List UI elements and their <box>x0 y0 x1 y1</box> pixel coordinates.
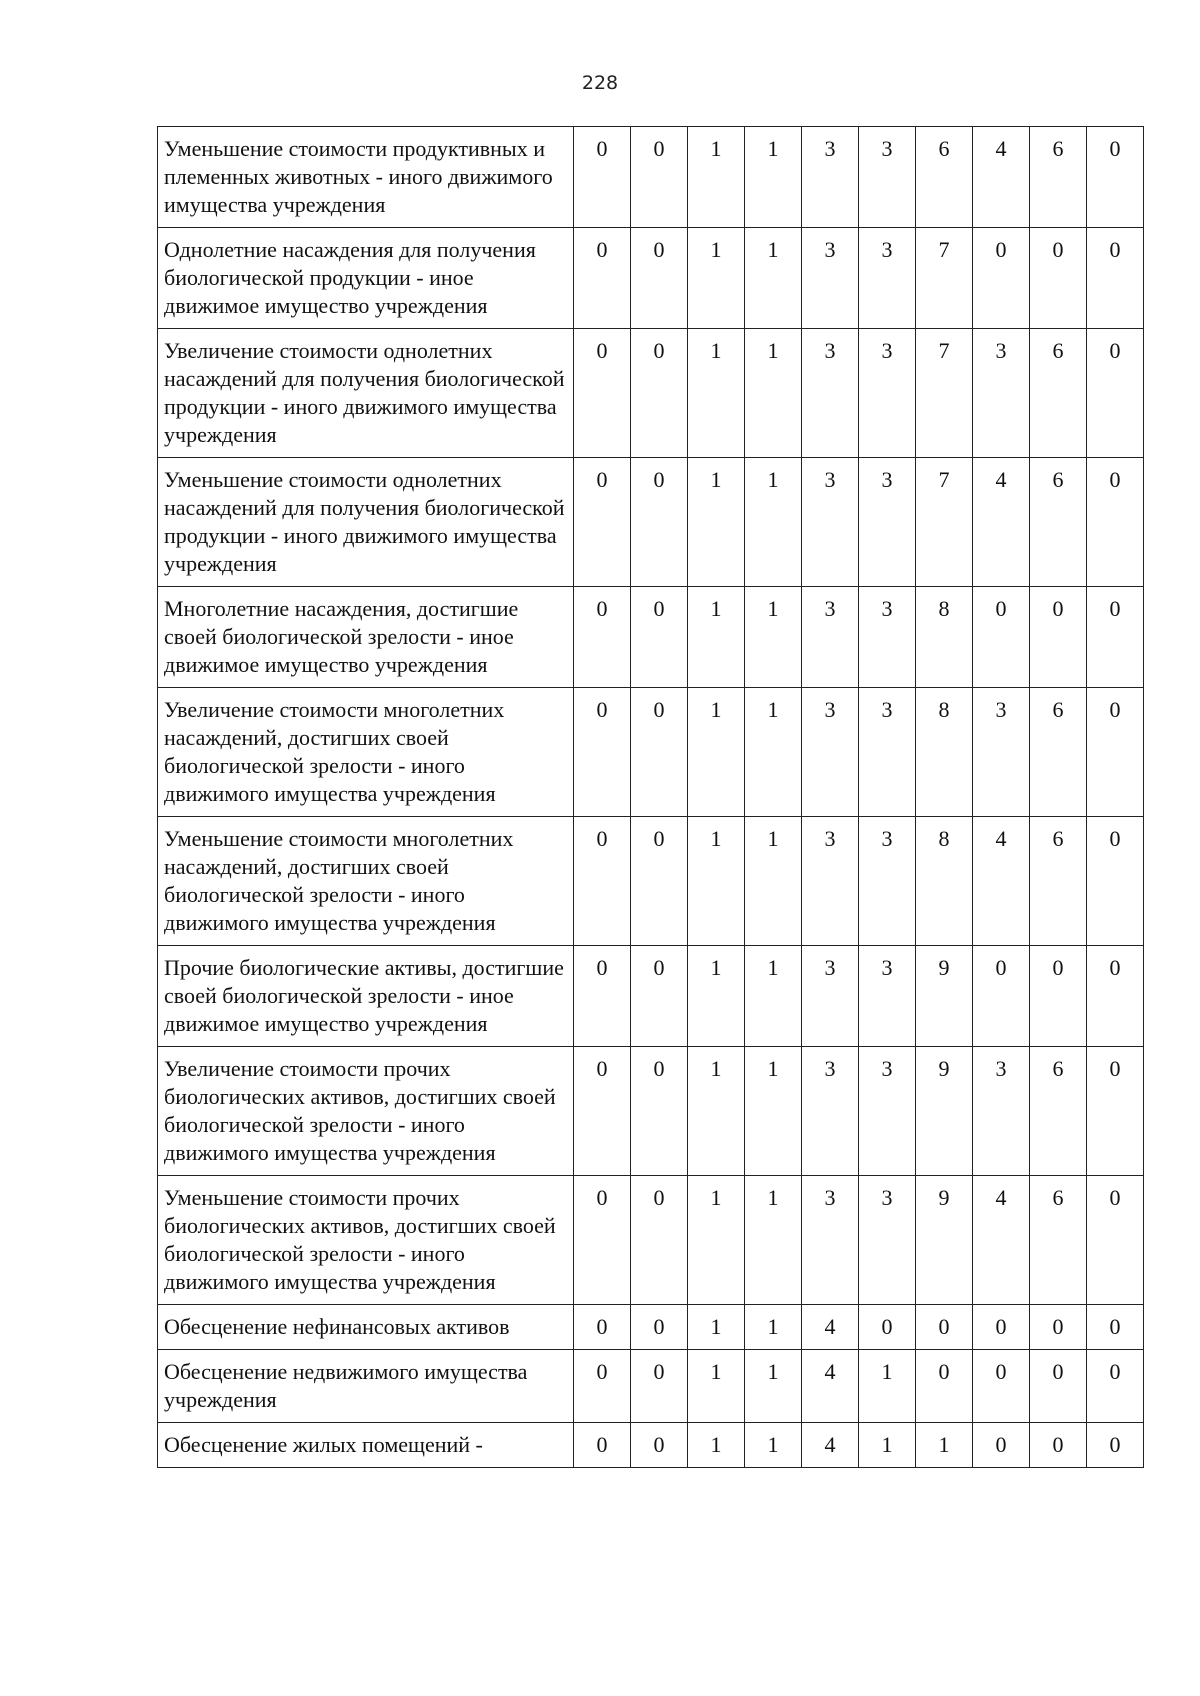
code-digit: 0 <box>1087 458 1144 587</box>
code-digit: 0 <box>973 1305 1030 1350</box>
row-description: Уменьшение стоимости продуктивных и племенных животных - иного движимого имущества учреждения <box>158 127 574 228</box>
code-digit: 0 <box>1087 1047 1144 1176</box>
code-digit: 1 <box>916 1423 973 1468</box>
code-digit: 0 <box>631 458 688 587</box>
code-digit: 0 <box>631 228 688 329</box>
code-digit: 1 <box>745 1350 802 1423</box>
code-digit: 1 <box>688 817 745 946</box>
code-digit: 6 <box>1030 1047 1087 1176</box>
code-digit: 0 <box>1030 587 1087 688</box>
code-digit: 0 <box>631 1423 688 1468</box>
code-digit: 1 <box>688 688 745 817</box>
row-description: Обесценение жилых помещений - <box>158 1423 574 1468</box>
code-digit: 1 <box>688 946 745 1047</box>
row-description: Обесценение недвижимого имущества учреждения <box>158 1350 574 1423</box>
code-digit: 0 <box>574 1350 631 1423</box>
code-digit: 0 <box>574 458 631 587</box>
code-digit: 6 <box>1030 329 1087 458</box>
code-digit: 0 <box>1030 946 1087 1047</box>
code-digit: 8 <box>916 817 973 946</box>
code-digit: 0 <box>1087 1176 1144 1305</box>
row-description: Обесценение нефинансовых активов <box>158 1305 574 1350</box>
table-row <box>158 946 1144 1047</box>
code-digit: 1 <box>688 1423 745 1468</box>
code-digit: 0 <box>1030 1305 1087 1350</box>
table-row <box>158 1423 1144 1468</box>
code-digit: 0 <box>1087 817 1144 946</box>
code-digit: 3 <box>973 688 1030 817</box>
table-row <box>158 817 1144 946</box>
code-digit: 7 <box>916 458 973 587</box>
code-digit: 1 <box>688 329 745 458</box>
code-digit: 9 <box>916 946 973 1047</box>
code-digit: 9 <box>916 1176 973 1305</box>
table-row <box>158 1047 1144 1176</box>
table-row <box>158 1305 1144 1350</box>
table-row <box>158 1176 1144 1305</box>
code-digit: 0 <box>1030 228 1087 329</box>
code-digit: 0 <box>973 1350 1030 1423</box>
code-digit: 3 <box>859 1176 916 1305</box>
code-digit: 0 <box>973 587 1030 688</box>
code-digit: 0 <box>631 1350 688 1423</box>
code-digit: 4 <box>973 458 1030 587</box>
code-digit: 0 <box>631 946 688 1047</box>
code-digit: 1 <box>745 946 802 1047</box>
code-digit: 3 <box>802 329 859 458</box>
row-description: Уменьшение стоимости многолетних насаждений, достигших своей биологической зрелости - иного движимого имущества учреждения <box>158 817 574 946</box>
code-digit: 0 <box>973 946 1030 1047</box>
code-digit: 0 <box>631 1305 688 1350</box>
code-digit: 3 <box>859 329 916 458</box>
code-digit: 6 <box>1030 817 1087 946</box>
code-digit: 0 <box>916 1350 973 1423</box>
code-digit: 3 <box>859 817 916 946</box>
code-digit: 1 <box>745 127 802 228</box>
code-digit: 0 <box>574 1047 631 1176</box>
code-digit: 4 <box>973 817 1030 946</box>
row-description: Уменьшение стоимости однолетних насаждений для получения биологической продукции - иного движимого имущества учреждения <box>158 458 574 587</box>
code-digit: 4 <box>802 1423 859 1468</box>
code-digit: 1 <box>745 228 802 329</box>
code-digit: 8 <box>916 688 973 817</box>
code-digit: 0 <box>1087 946 1144 1047</box>
code-digit: 1 <box>745 1423 802 1468</box>
code-digit: 0 <box>574 587 631 688</box>
account-codes-table <box>157 126 1144 1468</box>
code-digit: 6 <box>1030 458 1087 587</box>
code-digit: 1 <box>745 1047 802 1176</box>
table-row <box>158 127 1144 228</box>
code-digit: 1 <box>688 587 745 688</box>
code-digit: 4 <box>802 1305 859 1350</box>
code-digit: 3 <box>802 946 859 1047</box>
code-digit: 0 <box>859 1305 916 1350</box>
code-digit: 1 <box>688 1305 745 1350</box>
code-digit: 0 <box>574 688 631 817</box>
code-digit: 0 <box>1087 1305 1144 1350</box>
code-digit: 3 <box>859 458 916 587</box>
code-digit: 3 <box>802 587 859 688</box>
code-digit: 3 <box>973 1047 1030 1176</box>
row-description: Прочие биологические активы, достигшие своей биологической зрелости - иное движимое имущество учреждения <box>158 946 574 1047</box>
code-digit: 0 <box>574 946 631 1047</box>
code-digit: 3 <box>802 1176 859 1305</box>
table-row <box>158 587 1144 688</box>
code-digit: 3 <box>802 127 859 228</box>
code-digit: 0 <box>631 817 688 946</box>
code-digit: 1 <box>745 1305 802 1350</box>
code-digit: 1 <box>745 1176 802 1305</box>
code-digit: 7 <box>916 228 973 329</box>
code-digit: 1 <box>745 329 802 458</box>
row-description: Увеличение стоимости однолетних насаждений для получения биологической продукции - иного движимого имущества учреждения <box>158 329 574 458</box>
code-digit: 0 <box>1087 228 1144 329</box>
code-digit: 0 <box>631 1176 688 1305</box>
code-digit: 0 <box>1030 1350 1087 1423</box>
row-description: Однолетние насаждения для получения биологической продукции - иное движимое имущество учреждения <box>158 228 574 329</box>
code-digit: 1 <box>688 228 745 329</box>
code-digit: 0 <box>1087 127 1144 228</box>
code-digit: 3 <box>973 329 1030 458</box>
code-digit: 1 <box>688 1047 745 1176</box>
code-digit: 3 <box>859 127 916 228</box>
code-digit: 1 <box>688 458 745 587</box>
code-digit: 0 <box>1087 1423 1144 1468</box>
code-digit: 3 <box>802 688 859 817</box>
code-digit: 1 <box>745 688 802 817</box>
table-row <box>158 228 1144 329</box>
code-digit: 6 <box>1030 1176 1087 1305</box>
code-digit: 3 <box>802 458 859 587</box>
code-digit: 6 <box>1030 127 1087 228</box>
row-description: Увеличение стоимости прочих биологических активов, достигших своей биологической зрелости - иного движимого имущества учреждения <box>158 1047 574 1176</box>
table-row <box>158 329 1144 458</box>
code-digit: 0 <box>631 1047 688 1176</box>
code-digit: 4 <box>973 127 1030 228</box>
code-digit: 3 <box>802 1047 859 1176</box>
code-digit: 0 <box>574 1176 631 1305</box>
code-digit: 1 <box>745 817 802 946</box>
table-row <box>158 458 1144 587</box>
code-digit: 0 <box>1030 1423 1087 1468</box>
code-digit: 6 <box>916 127 973 228</box>
code-digit: 0 <box>631 688 688 817</box>
code-digit: 1 <box>745 587 802 688</box>
code-digit: 0 <box>574 817 631 946</box>
code-digit: 1 <box>688 127 745 228</box>
code-digit: 6 <box>1030 688 1087 817</box>
code-digit: 1 <box>688 1350 745 1423</box>
code-digit: 0 <box>973 228 1030 329</box>
code-digit: 7 <box>916 329 973 458</box>
code-digit: 0 <box>973 1423 1030 1468</box>
code-digit: 0 <box>631 587 688 688</box>
code-digit: 3 <box>859 1047 916 1176</box>
code-digit: 0 <box>916 1305 973 1350</box>
code-digit: 9 <box>916 1047 973 1176</box>
code-digit: 0 <box>1087 587 1144 688</box>
page-number: 228 <box>581 72 619 94</box>
table-body <box>158 127 1144 1468</box>
code-digit: 0 <box>1087 329 1144 458</box>
code-digit: 0 <box>574 228 631 329</box>
code-digit: 1 <box>859 1350 916 1423</box>
code-digit: 0 <box>1087 688 1144 817</box>
code-digit: 3 <box>802 817 859 946</box>
code-digit: 3 <box>859 587 916 688</box>
code-digit: 0 <box>631 329 688 458</box>
code-digit: 4 <box>973 1176 1030 1305</box>
code-digit: 0 <box>574 1305 631 1350</box>
row-description: Многолетние насаждения, достигшие своей биологической зрелости - иное движимое имущество учреждения <box>158 587 574 688</box>
table-row <box>158 1350 1144 1423</box>
code-digit: 0 <box>1087 1350 1144 1423</box>
table-row <box>158 688 1144 817</box>
code-digit: 1 <box>688 1176 745 1305</box>
code-digit: 3 <box>859 688 916 817</box>
code-digit: 8 <box>916 587 973 688</box>
code-digit: 0 <box>574 1423 631 1468</box>
row-description: Уменьшение стоимости прочих биологических активов, достигших своей биологической зрелости - иного движимого имущества учреждения <box>158 1176 574 1305</box>
code-digit: 1 <box>859 1423 916 1468</box>
row-description: Увеличение стоимости многолетних насаждений, достигших своей биологической зрелости - иного движимого имущества учреждения <box>158 688 574 817</box>
code-digit: 4 <box>802 1350 859 1423</box>
code-digit: 3 <box>859 946 916 1047</box>
code-digit: 3 <box>802 228 859 329</box>
code-digit: 1 <box>745 458 802 587</box>
code-digit: 0 <box>574 127 631 228</box>
code-digit: 3 <box>859 228 916 329</box>
code-digit: 0 <box>574 329 631 458</box>
code-digit: 0 <box>631 127 688 228</box>
